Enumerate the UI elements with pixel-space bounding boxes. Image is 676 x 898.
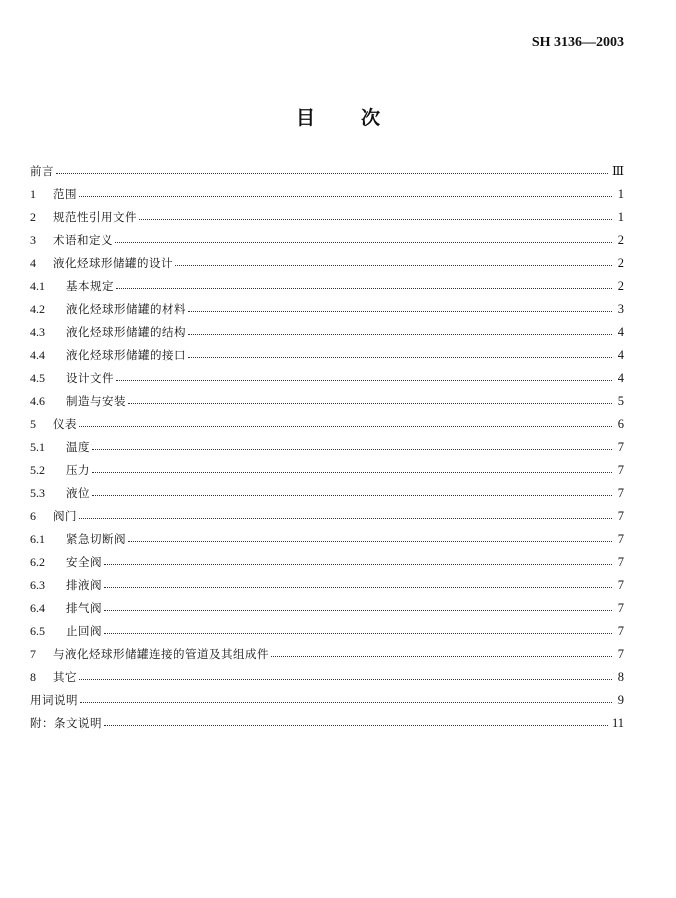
dot-leader [79,426,612,427]
toc-entry-4-1[interactable] [30,275,624,298]
toc-entry-text: 液化烃球形储罐的材料 [66,302,186,316]
toc-entry-4-2[interactable] [30,298,624,321]
toc-entry-6-1[interactable] [30,528,624,551]
toc-entry-number: 4.1 [30,279,45,293]
dot-leader [56,173,608,174]
toc-entry-page: 7 [617,647,624,661]
toc-entry-6-3[interactable] [30,574,624,597]
toc-entry-4-6[interactable] [30,390,624,413]
dot-leader [104,610,612,611]
toc-entry-preface[interactable] [30,160,624,183]
dot-leader [92,495,612,496]
toc-entry-number: 6.4 [30,601,45,615]
toc-entry-text: 其它 [53,670,77,684]
page-title [0,103,676,130]
dot-leader [79,518,612,519]
toc-entry-text: 与液化烃球形储罐连接的管道及其组成件 [53,647,269,661]
toc-entry-text: 液化烃球形储罐的结构 [66,325,186,339]
toc-entry-number: 4.3 [30,325,45,339]
toc-entry-page: 5 [617,394,624,408]
dot-leader [116,380,612,381]
toc-entry-page: 1 [617,210,624,224]
toc-entry-text: 压力 [66,463,90,477]
dot-leader [79,196,612,197]
dot-leader [188,334,612,335]
toc-entry-number: 4.2 [30,302,45,316]
toc-entry-text: 仪表 [53,417,77,431]
toc-entry-number: 7 [30,647,36,661]
toc-entry-text: 基本规定 [66,279,114,293]
toc-entry-page: 7 [617,578,624,592]
toc-entry-text: 液化烃球形储罐的设计 [53,256,173,270]
dot-leader [128,403,612,404]
toc-entry-number: 6.5 [30,624,45,638]
toc-entry-page: 2 [617,233,624,247]
toc-entry-page: 11 [611,716,624,730]
toc-entry-page: 4 [617,325,624,339]
title-char-1: 目 [295,107,315,129]
toc-entry-text: 止回阀 [66,624,102,638]
toc-entry-page: 7 [617,532,624,546]
toc-entry-6[interactable] [30,505,624,528]
toc-entry-number: 4.4 [30,348,45,362]
toc-entry-number: 4.5 [30,371,45,385]
dot-leader [104,587,612,588]
toc-entry-4-3[interactable] [30,321,624,344]
toc-entry-page: 2 [617,279,624,293]
dot-leader [175,265,612,266]
toc-entry-5[interactable] [30,413,624,436]
toc-entry-page: 1 [617,187,624,201]
toc-entry-text: 排液阀 [66,578,102,592]
dot-leader [139,219,612,220]
toc-entry-4-5[interactable] [30,367,624,390]
toc-entry-1[interactable] [30,183,624,206]
toc-entry-number: 2 [30,210,36,224]
toc-entry-text: 排气阀 [66,601,102,615]
toc-entry-number: 4.6 [30,394,45,408]
toc-entry-5-3[interactable] [30,482,624,505]
dot-leader [104,564,612,565]
toc-entry-text: 设计文件 [66,371,114,385]
toc-entry-appendix[interactable] [30,712,624,735]
toc-entry-6-4[interactable] [30,597,624,620]
dot-leader [79,679,612,680]
dot-leader [115,242,612,243]
toc-entry-number: 5.1 [30,440,45,454]
toc-entry-5-2[interactable] [30,459,624,482]
toc-entry-text: 液位 [66,486,90,500]
toc-entry-6-2[interactable] [30,551,624,574]
dot-leader [188,311,612,312]
toc-entry-3[interactable] [30,229,624,252]
toc-entry-page: 3 [617,302,624,316]
dot-leader [92,472,612,473]
toc-entry-page: 4 [617,348,624,362]
toc-entry-terminology[interactable] [30,689,624,712]
dot-leader [92,449,612,450]
toc-entry-page: 7 [617,601,624,615]
toc-entry-page: 2 [617,256,624,270]
toc-entry-text: 制造与安装 [66,394,126,408]
toc-entry-number: 6.3 [30,578,45,592]
document-code: SH 3136—2003 [531,35,624,50]
toc-entry-text: 温度 [66,440,90,454]
toc-entry-number: 8 [30,670,36,684]
toc-entry-number: 5 [30,417,36,431]
dot-leader [104,633,612,634]
toc-entry-text: 附：条文说明 [30,716,102,730]
dot-leader [80,702,612,703]
dot-leader [271,656,612,657]
toc-entry-text: 液化烃球形储罐的接口 [66,348,186,362]
toc-entry-7[interactable] [30,643,624,666]
toc-entry-page: 7 [617,624,624,638]
toc-entry-page: Ⅲ [611,164,624,178]
toc-entry-text: 阀门 [53,509,77,523]
toc-entry-4[interactable] [30,252,624,275]
toc-entry-6-5[interactable] [30,620,624,643]
dot-leader [128,541,612,542]
toc-entry-number: 6.2 [30,555,45,569]
toc-entry-page: 6 [617,417,624,431]
toc-entry-page: 7 [617,509,624,523]
toc-entry-number: 4 [30,256,36,270]
dot-leader [104,725,608,726]
toc-entry-text: 用词说明 [30,693,78,707]
toc-entry-page: 9 [617,693,624,707]
toc-entry-page: 4 [617,371,624,385]
toc-entry-number: 5.2 [30,463,45,477]
toc-entry-text: 紧急切断阀 [66,532,126,546]
toc-entry-5-1[interactable] [30,436,624,459]
toc-entry-text: 术语和定义 [53,233,113,247]
toc-entry-2[interactable] [30,206,624,229]
table-of-contents [30,160,624,735]
toc-entry-number: 5.3 [30,486,45,500]
toc-entry-4-4[interactable] [30,344,624,367]
toc-entry-8[interactable] [30,666,624,689]
dot-leader [116,288,612,289]
dot-leader [188,357,612,358]
toc-entry-text: 安全阀 [66,555,102,569]
toc-entry-number: 1 [30,187,36,201]
toc-entry-text: 范围 [53,187,77,201]
title-char-2: 次 [361,107,381,129]
toc-entry-page: 7 [617,463,624,477]
toc-entry-page: 7 [617,555,624,569]
toc-entry-text: 前言 [30,164,54,178]
toc-entry-text: 规范性引用文件 [53,210,137,224]
toc-entry-number: 3 [30,233,36,247]
toc-entry-page: 7 [617,486,624,500]
toc-entry-page: 8 [617,670,624,684]
toc-entry-number: 6 [30,509,36,523]
toc-entry-page: 7 [617,440,624,454]
toc-entry-number: 6.1 [30,532,45,546]
